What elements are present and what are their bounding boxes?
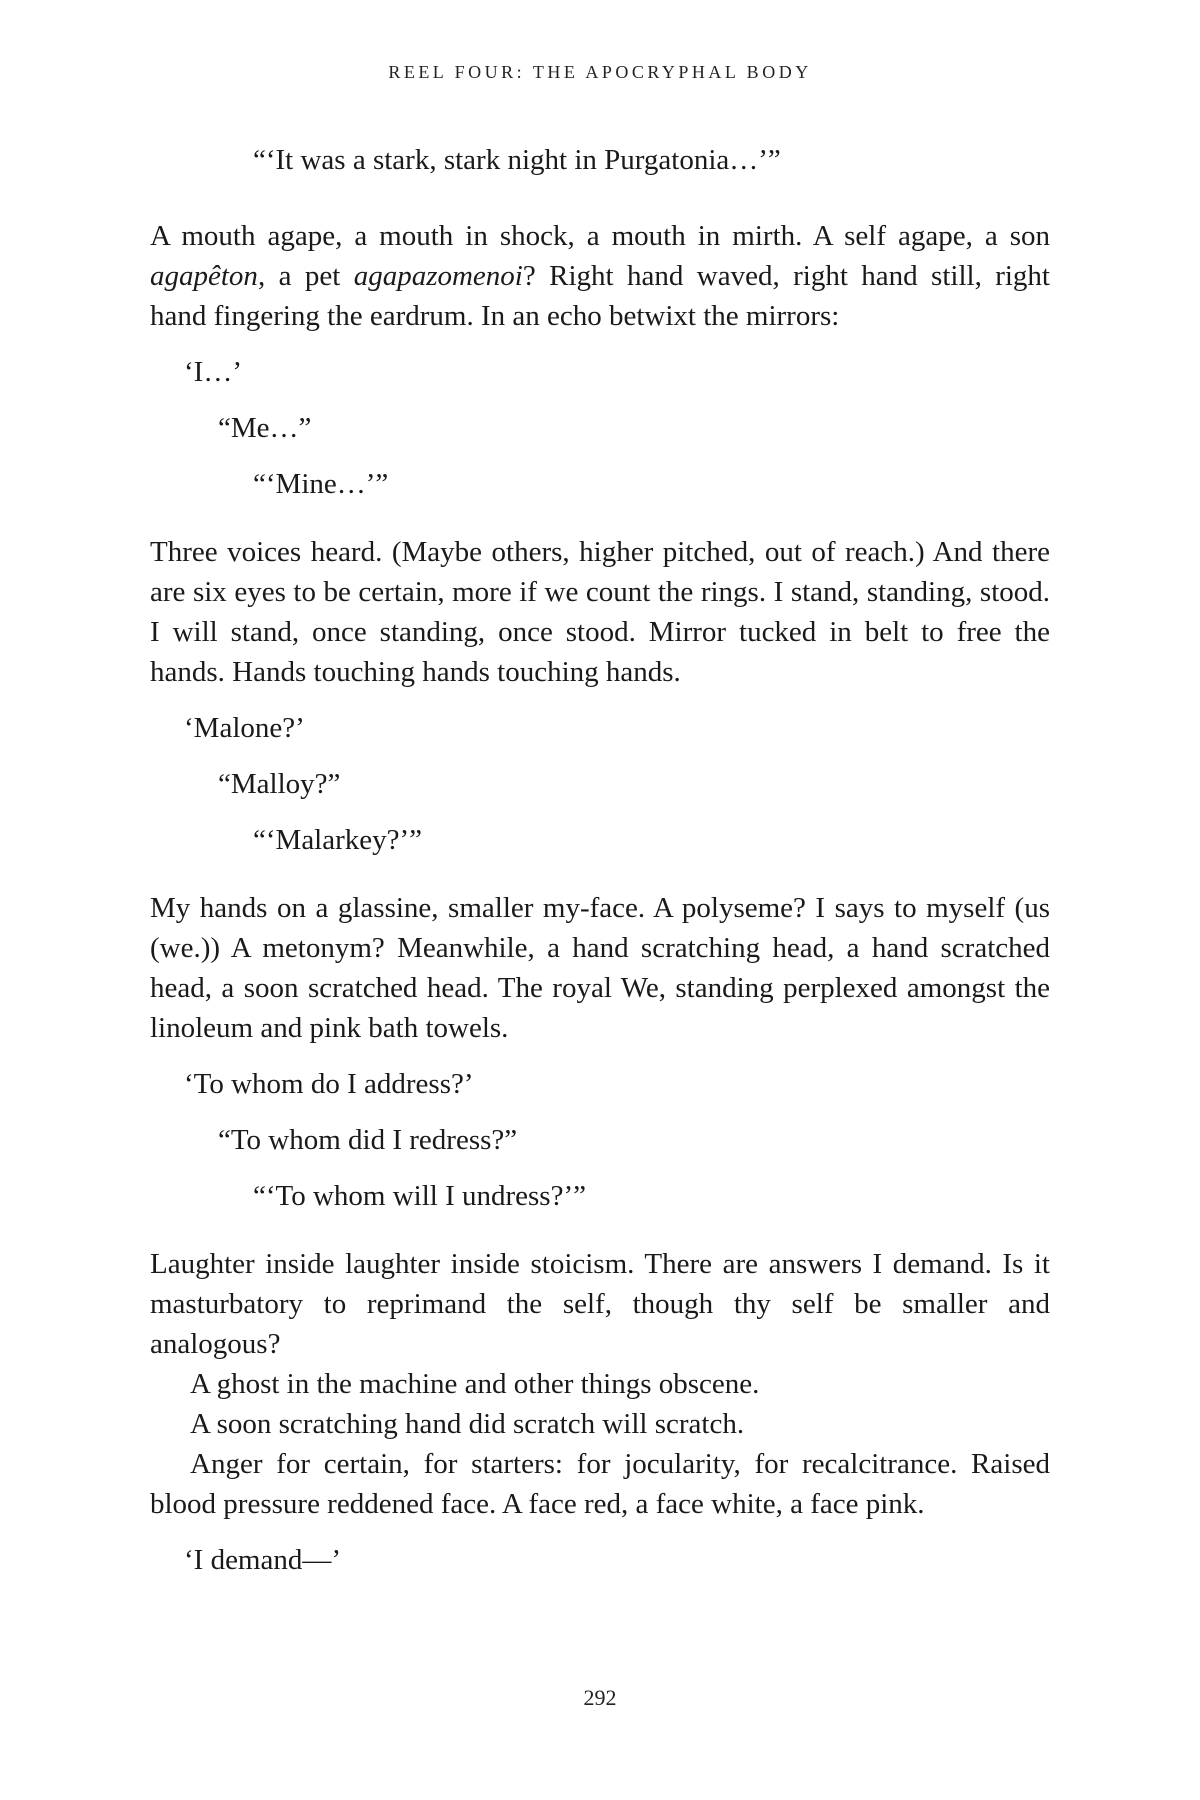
dialogue-line: “Me…” bbox=[218, 412, 312, 444]
dialogue-line: “Malloy?” bbox=[218, 768, 341, 800]
epigraph-line: “‘It was a stark, stark night in Purgatonia…’” bbox=[253, 144, 781, 176]
paragraph: A mouth agape, a mouth in shock, a mouth in mirth. A self agape, a son agapêton, a pet agapazomenoi? Right hand waved, right hand still, right hand fingering the eardrum. In an echo betwixt the mirrors: bbox=[150, 220, 1050, 332]
italic-term: agapêton bbox=[150, 260, 258, 292]
dialogue-line: “‘To whom will I undress?’” bbox=[253, 1180, 586, 1212]
paragraph: A soon scratching hand did scratch will scratch. bbox=[190, 1408, 745, 1440]
paragraph: Three voices heard. (Maybe others, higher pitched, out of reach.) And there are six eyes to be certain, more if we count the rings. I stand, standing, stood. I will stand, once standing, once stood. Mirror tucked in belt to free the hands. Hands touching hands touching hands. bbox=[150, 536, 1050, 688]
italic-term: agapazomenoi bbox=[353, 260, 523, 292]
dialogue-line: ‘I demand—’ bbox=[184, 1544, 342, 1576]
page-number: 292 bbox=[583, 1685, 617, 1710]
body-text bbox=[150, 140, 1050, 1580]
dialogue-line: “To whom did I redress?” bbox=[218, 1124, 518, 1156]
paragraph: Laughter inside laughter inside stoicism. There are answers I demand. Is it masturbatory to reprimand the self, though thy self be smaller and analogous? bbox=[150, 1248, 1050, 1360]
dialogue-line: “‘Mine…’” bbox=[253, 468, 389, 500]
dialogue-line: ‘I…’ bbox=[184, 356, 242, 388]
paragraph: My hands on a glassine, smaller my-face. A polyseme? I says to myself (us (we.)) A metonym? Meanwhile, a hand scratching head, a hand scratched head, a soon scratched head. The royal We, standing perplexed amongst the linoleum and pink bath towels. bbox=[150, 892, 1050, 1044]
dialogue-line: ‘To whom do I address?’ bbox=[184, 1068, 474, 1100]
paragraph: Anger for certain, for starters: for jocularity, for recalcitrance. Raised blood pressure reddened face. A face red, a face white, a face pink. bbox=[150, 1448, 1050, 1520]
running-head: REEL FOUR: THE APOCRYPHAL BODY bbox=[388, 62, 812, 82]
dialogue-line: “‘Malarkey?’” bbox=[253, 824, 423, 856]
dialogue-line: ‘Malone?’ bbox=[184, 712, 305, 744]
paragraph: A ghost in the machine and other things obscene. bbox=[190, 1368, 760, 1400]
